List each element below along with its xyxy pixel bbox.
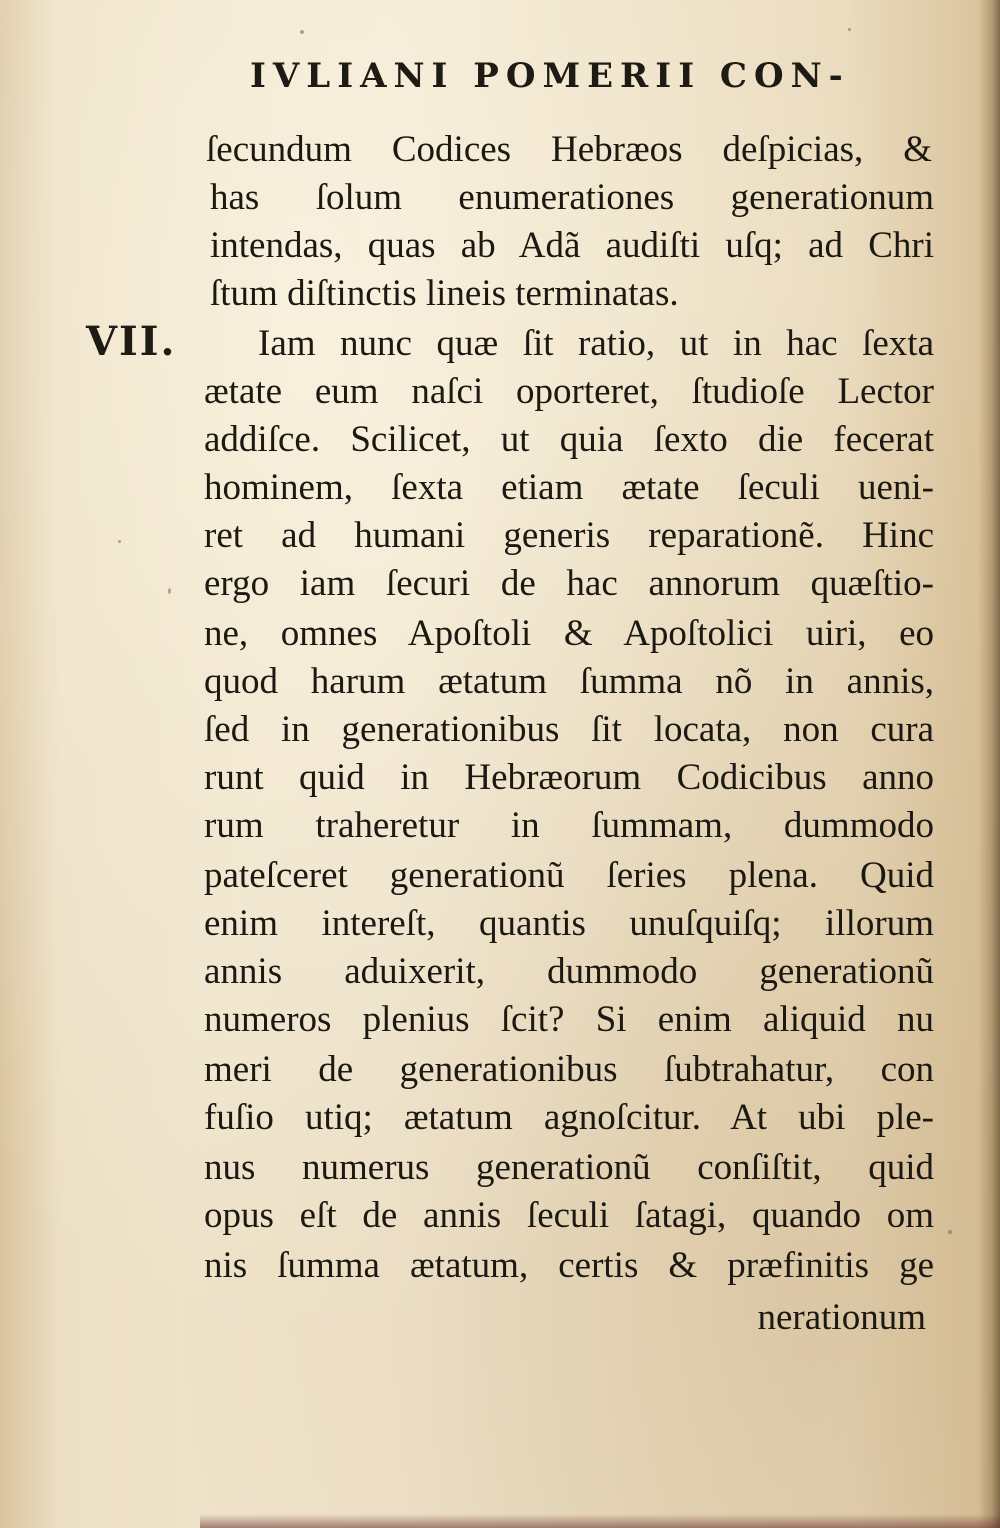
paper-speck [168,588,171,594]
text-line: annis aduixerit, dummodo generationũ [204,951,934,992]
text-line: has ſolum enumerationes generationum [210,177,934,218]
text-line: hominem, ſexta etiam ætate ſeculi ueni- [204,467,934,508]
paper-speck [948,1230,952,1234]
page-bottom-edge [200,1514,1000,1528]
page-edge-shadow [978,0,1000,1528]
catchword: nerationum [757,1297,926,1338]
paper-speck [848,28,851,31]
text-line: Iam nunc quæ ſit ratio, ut in hac ſexta [258,323,934,364]
text-line: fuſio utiq; ætatum agnoſcitur. At ubi ple- [204,1097,934,1138]
text-line: enim intereſt, quantis unuſquiſq; illorum [204,903,934,944]
text-line: ætate eum naſci oporteret, ſtudioſe Lector [204,371,934,412]
text-line: ſed in generationibus ſit locata, non cura [204,709,934,750]
text-line: ne, omnes Apoſtoli & Apoſtolici uiri, eo [204,613,934,654]
paper-speck [300,30,304,34]
text-line: numeros plenius ſcit? Si enim aliquid nu [204,999,934,1040]
text-line: nis ſumma ætatum, certis & præfinitis ge [204,1245,934,1286]
text-line: rum traheretur in ſummam, dummodo [204,805,934,846]
text-line: runt quid in Hebræorum Codicibus anno [204,757,934,798]
text-line: intendas, quas ab Adã audiſti uſq; ad Chri [210,225,934,266]
text-line: ſtum diſtinctis lineis terminatas. [210,273,679,314]
text-line: ergo iam ſecuri de hac annorum quæſtio- [204,563,934,604]
text-line: ſecundum Codices Hebræos deſpicias, & [206,129,932,170]
text-line: quod harum ætatum ſumma nõ in annis, [204,661,934,702]
text-line: opus eſt de annis ſeculi ſatagi, quando om [204,1195,934,1236]
text-line: pateſceret generationũ ſeries plena. Quid [204,855,934,896]
text-line: ret ad humani generis reparationẽ. Hinc [204,515,934,556]
running-head: IVLIANI POMERII CON- [250,56,850,96]
paper-speck [118,540,121,543]
text-line: addiſce. Scilicet, ut quia ſexto die fecerat [204,419,934,460]
text-line: nus numerus generationũ conſiſtit, quid [204,1147,934,1188]
section-marker: VII. [86,318,177,365]
text-line: meri de generationibus ſubtrahatur, con [204,1049,934,1090]
